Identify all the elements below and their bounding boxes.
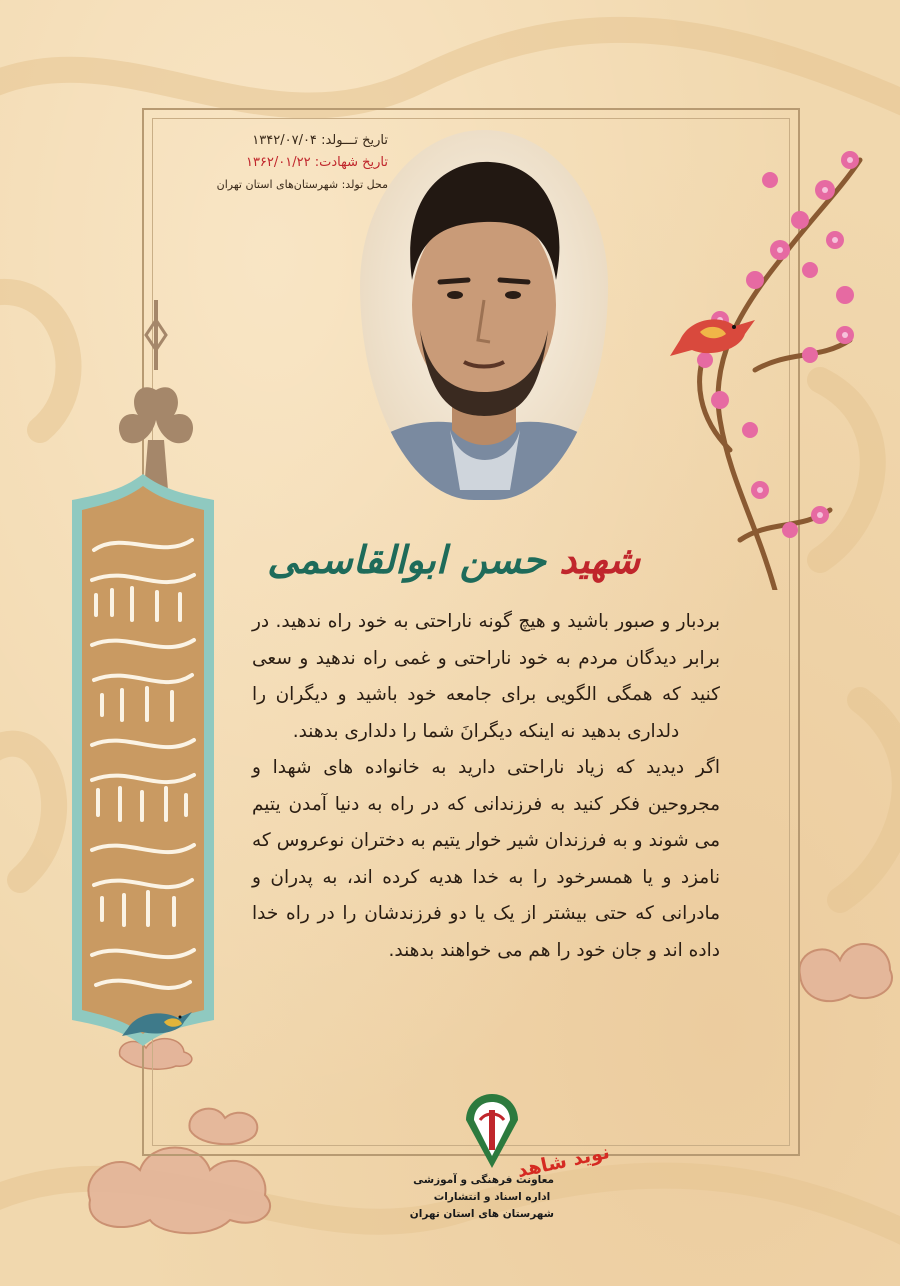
person-name: حسن ابوالقاسمی	[267, 537, 546, 582]
emblem-logo-icon	[462, 1090, 522, 1170]
cloud-ornament-icon	[790, 920, 900, 1010]
title-word: شهید	[559, 537, 640, 582]
birth-label: تاریخ تـــولد:	[321, 133, 388, 148]
ornament-finial-icon	[108, 300, 208, 490]
testament-text	[252, 604, 720, 969]
calligraphy-panel-icon	[62, 470, 224, 1050]
birthplace-row	[178, 174, 388, 196]
martyr-name-heading	[267, 525, 640, 595]
place-label: محل تولد:	[341, 178, 388, 191]
paragraph-2: اگر دیدید که زیاد ناراحتی دارید به خانواده های شهدا و مجروحین فکر کنید به فرزندانی که در راه به دنیا آمدن یتیم می شوند و به فرزندان شیر خوار یتیم به دختران نوعروس که نامزد و یا همسرخود را به خدا هدیه کرده اند، به پدران و مادرانی که حتی بیشتر از یک یا دو فرزندشان را در راه خدا داده اند و جان خود را هم می خواهند بدهند.	[252, 757, 720, 961]
blossom-branch-icon	[660, 120, 880, 590]
martyrdom-label: تاریخ شهادت:	[314, 155, 388, 170]
birth-date: ۱۳۴۲/۰۷/۰۴	[252, 133, 317, 148]
org-line-2: اداره اسناد و انتشارات	[433, 1191, 551, 1203]
org-name	[409, 1172, 554, 1223]
org-line-3: شهرستان های استان تهران	[409, 1208, 554, 1220]
brand-name: نوید شاهد	[515, 1140, 612, 1182]
meta-info	[178, 130, 388, 196]
martyrdom-date: ۱۳۶۲/۰۱/۲۲	[245, 155, 311, 170]
martyrdom-date-row	[178, 152, 388, 174]
birth-date-row	[178, 130, 388, 152]
place-value: شهرستان‌های استان تهران	[216, 178, 339, 191]
org-line-1: معاونت فرهنگی و آموزشی	[413, 1174, 554, 1186]
naveed-shahed-logo	[515, 1140, 612, 1190]
bird-icon	[118, 1000, 198, 1040]
paragraph-1: بردبار و صبور باشید و هیچ گونه ناراحتی به خود راه ندهید. در برابر دیدگان مردم به خود ناراحتی و غمی راه ندهید و سعی کنید که همگی الگویی برای جامعه خود باشید و دیگران را دلداری بدهید نه اینکه دیگرانَ شما را دلداری بدهند.	[252, 611, 720, 742]
